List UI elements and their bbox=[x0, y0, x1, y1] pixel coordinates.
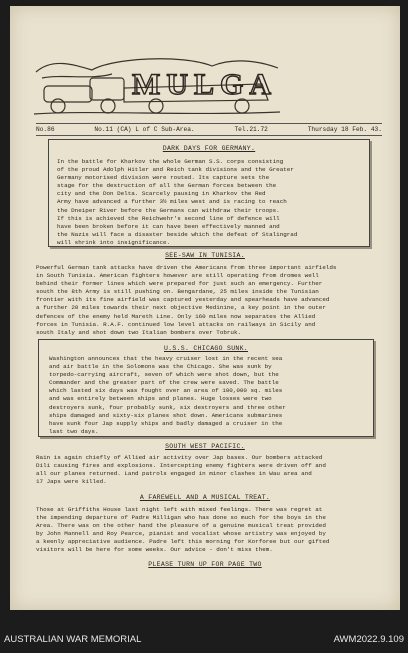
issue-number: No.86 bbox=[36, 126, 55, 133]
reference: Tel.21.72 bbox=[234, 126, 268, 133]
newsletter-page bbox=[10, 6, 400, 610]
article-title-farewell: A FAREWELL AND A MUSICAL TREAT. bbox=[139, 494, 271, 501]
issue-date: Thursday 18 Feb. 43. bbox=[307, 126, 382, 133]
article-body-swpacific: Rain is again chiefly of Allied air activity over Jap bases. Our bombers attacked Dili causing fires and explosions. Intercepting enemy fighters were driven off and all our planes returned. Land patrols engaged in minor clashes in Wau area and 17 Japs were killed. bbox=[36, 454, 326, 486]
article-title: U.S.S. CHICAGO SUNK. bbox=[163, 345, 248, 352]
article-title: DARK DAYS FOR GERMANY. bbox=[162, 145, 256, 152]
article-title-tunisia: SEE-SAW IN TUNISIA. bbox=[165, 252, 245, 259]
article-title-swpacific: SOUTH WEST PACIFIC. bbox=[165, 443, 245, 450]
article-box-germany bbox=[48, 139, 370, 247]
article-box-chicago bbox=[38, 339, 374, 437]
masthead-title: MULGA bbox=[132, 68, 277, 101]
article-body-farewell: Those at Griffiths House last night left with mixed feelings. There was regret at the impending departure of Padre Milligan who has done so much for the boys in the Area. There was on the other hand the pleasure of a genuine musical treat provided by John Mannell and Roy Pearce, pianist and vocalist whose artistry was enjoyed by a keenly appreciative audience. Padre left this morning for Korforee but our gifted visitors will be here for some weeks. Our advice - don't miss them. bbox=[36, 506, 330, 554]
continued-notice: PLEASE TURN UP FOR PAGE TWO bbox=[148, 561, 262, 568]
unit-name: No.11 (CA) L of C Sub-Area. bbox=[94, 126, 195, 133]
article-body-tunisia: Powerful German tank attacks have driven the Americans from three important airfields in South Tunisia. American fighters however are still operating from dromes well behind their former lines which were prepared for just such an emergency. Further south the 8th Army is still pushing on. Bengardane, 25 miles inside the Tunisian frontier with its fine airfield was captured yesterday and spearheads have advanced a further 20 miles towards their next objective Medinine, a key point in the outer defences of the enemy held Mareth Line. Only 160 miles now separates the Allied forces in Tunisia. R.A.F. continued low level attacks on railways in Sicily and south Italy and shot down two Italian bombers over Tobruk. bbox=[36, 264, 337, 336]
article-body: Washington announces that the heavy cruiser lost in the recent sea and air battle in the Solomons was the Chicago. She was sunk by torpedo-carrying aircraft, seven of which were shot down, but the Commander and the greater part of the crew were saved. The battle which lasted six days was fought over an area of 100,000 sq. miles and was entirely between ships and planes. Huge losses were two destroyers sunk, four probably sunk, six destroyers and three other ships damaged and sixty-six planes shot down. Americans submarines have sunk four Jap supply ships and badly damaged a cruiser in the last two days. bbox=[49, 355, 286, 435]
archive-name: AUSTRALIAN WAR MEMORIAL bbox=[4, 634, 142, 645]
article-body: In the battle for Kharkov the whole German S.S. corps consisting of the proud Adolph Hitler and Reich tank divisions and the Greater Germany motorised division were routed. Its capture sets the stage for the destruction of all the German forces between the city and the Don Delta. Scarcely pausing in Kharkov the Red Army have advanced a further 3½ miles west and is racing to reach the Dneiper River before the Germans can withdraw their troops. If this is achieved the Reichwehr's second line of defence will have been broken before it can have been effectively manned and the Nazis will face a disaster beside which the defeat of Stalingrad will shrink into insignificance. bbox=[57, 158, 298, 246]
archive-id: AWM2022.9.109 bbox=[333, 634, 404, 645]
masthead-drawing bbox=[32, 44, 282, 122]
issue-header bbox=[36, 123, 382, 136]
